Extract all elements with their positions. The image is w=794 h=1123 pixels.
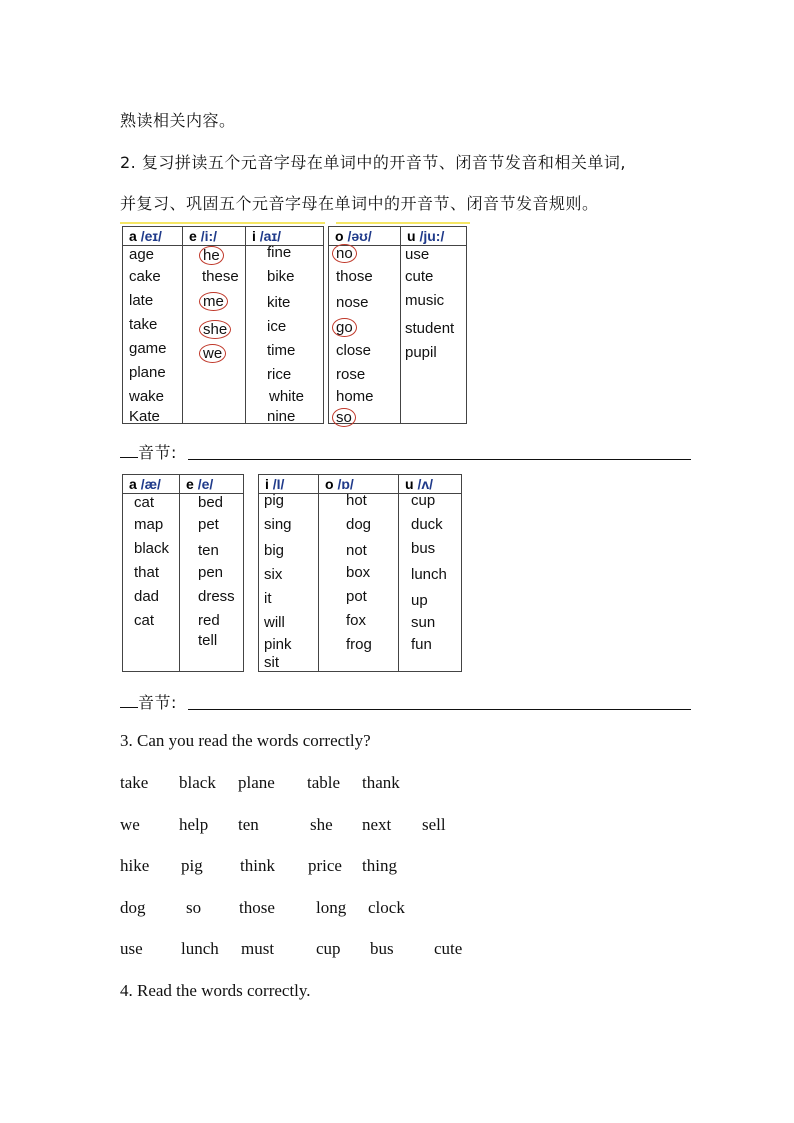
column-header: [129, 476, 161, 492]
open-syllable-table: [122, 226, 470, 426]
word-not: not: [346, 542, 367, 559]
word-dress: dress: [198, 588, 235, 605]
word-home: home: [336, 388, 374, 405]
practice-word-use: use: [120, 939, 143, 958]
word-wake: wake: [129, 388, 165, 405]
column-header: [407, 228, 444, 244]
practice-word-price: price: [308, 856, 342, 875]
word-nine: nine: [267, 408, 296, 425]
word-those: those: [336, 268, 373, 285]
word-use: use: [405, 246, 430, 263]
word-late: late: [129, 292, 154, 309]
word-cup: cup: [411, 492, 436, 509]
practice-word-she: she: [310, 815, 333, 834]
word-up: up: [411, 592, 428, 609]
word-bed: bed: [198, 494, 224, 511]
practice-word-cup: cup: [316, 939, 341, 958]
word-fine: fine: [267, 244, 292, 261]
section-3-title: 3. Can you read the words correctly?: [120, 731, 371, 750]
column-header: [129, 228, 162, 244]
vowel-letter: o: [325, 476, 338, 492]
word-pot: pot: [346, 588, 367, 605]
blank-1: [120, 440, 177, 463]
highlight-line: [120, 222, 325, 224]
word-it: it: [264, 590, 272, 607]
word-rose: rose: [336, 366, 366, 383]
word-he: he: [199, 246, 224, 265]
word-cat: cat: [134, 612, 155, 629]
vowel-letter: i: [252, 228, 260, 244]
vowel-ipa: /i:/: [200, 228, 218, 244]
word-Kate: Kate: [129, 408, 160, 425]
word-take: take: [129, 316, 158, 333]
word-kite: kite: [267, 294, 291, 311]
word-cute: cute: [405, 268, 434, 285]
vowel-ipa: /ʌ/: [417, 476, 434, 492]
vowel-letter: u: [405, 476, 418, 492]
vowel-letter: e: [189, 228, 201, 244]
practice-word-table: table: [307, 773, 341, 792]
practice-word-so: so: [186, 898, 202, 917]
word-student: student: [405, 320, 455, 337]
word-ten: ten: [198, 542, 219, 559]
word-ice: ice: [267, 318, 287, 335]
column-header: [265, 476, 284, 492]
word-pen: pen: [198, 564, 224, 581]
intro-line-3: 并复习、巩固五个元音字母在单词中的开音节、闭音节发音规则。: [120, 194, 599, 213]
word-pupil: pupil: [405, 344, 437, 361]
intro-line-1: 熟读相关内容。: [120, 111, 236, 130]
practice-word-cute: cute: [434, 939, 463, 958]
intro-line-2: 2. 复习拼读五个元音字母在单词中的开音节、闭音节发音和相关单词,: [120, 153, 626, 172]
word-fun: fun: [411, 636, 432, 653]
practice-word-plane: plane: [238, 773, 275, 792]
highlight-line: [336, 222, 470, 224]
word-pink: pink: [264, 636, 292, 653]
vowel-ipa: /æ/: [140, 476, 161, 492]
word-that: that: [134, 564, 160, 581]
column-header: [252, 228, 281, 244]
blank-1-line: [188, 459, 691, 460]
word-tell: tell: [198, 632, 218, 649]
word-black: black: [134, 540, 170, 557]
vowel-column-i: [245, 226, 324, 424]
vowel-ipa: /ju:/: [419, 228, 445, 244]
word-cake: cake: [129, 268, 161, 285]
section-4-title: 4. Read the words correctly.: [120, 981, 311, 1000]
vowel-column-e: [179, 474, 244, 672]
practice-word-thank: thank: [362, 773, 400, 792]
vowel-column-e: [182, 226, 247, 424]
vowel-ipa: /e/: [197, 476, 214, 492]
blank-2: [120, 690, 177, 713]
practice-word-pig: pig: [181, 856, 203, 875]
word-age: age: [129, 246, 155, 263]
word-big: big: [264, 542, 285, 559]
practice-word-thing: thing: [362, 856, 397, 875]
vowel-ipa: /I/: [272, 476, 285, 492]
practice-word-black: black: [179, 773, 216, 792]
practice-word-bus: bus: [370, 939, 394, 958]
practice-word-must: must: [241, 939, 275, 958]
word-music: music: [405, 292, 445, 309]
word-no: no: [332, 244, 357, 263]
practice-word-lunch: lunch: [181, 939, 219, 958]
word-plane: plane: [129, 364, 166, 381]
column-header: [186, 476, 213, 492]
column-header: [189, 228, 217, 244]
word-me: me: [199, 292, 228, 311]
vowel-letter: o: [335, 228, 348, 244]
word-map: map: [134, 516, 164, 533]
vowel-column-i: [258, 474, 320, 672]
word-nose: nose: [336, 294, 369, 311]
vowel-column-o: [318, 474, 400, 672]
practice-word-we: we: [120, 815, 140, 834]
blank-1-label: 音节:: [138, 443, 177, 462]
vowel-column-u: [400, 226, 467, 424]
column-header: [405, 476, 433, 492]
practice-word-dog: dog: [120, 898, 146, 917]
word-bus: bus: [411, 540, 436, 557]
word-these: these: [202, 268, 239, 285]
vowel-column-u: [398, 474, 462, 672]
word-pet: pet: [198, 516, 219, 533]
word-rice: rice: [267, 366, 292, 383]
word-white: white: [269, 388, 305, 405]
practice-word-take: take: [120, 773, 149, 792]
word-dad: dad: [134, 588, 160, 605]
word-time: time: [267, 342, 296, 359]
word-she: she: [199, 320, 231, 339]
vowel-letter: i: [265, 476, 273, 492]
vowel-ipa: /aɪ/: [259, 228, 282, 244]
vowel-column-o: [328, 226, 402, 424]
word-dog: dog: [346, 516, 372, 533]
practice-word-sell: sell: [422, 815, 446, 834]
vowel-letter: a: [129, 228, 141, 244]
practice-word-hike: hike: [120, 856, 150, 875]
word-sing: sing: [264, 516, 292, 533]
vowel-letter: e: [186, 476, 198, 492]
word-sun: sun: [411, 614, 436, 631]
practice-word-clock: clock: [368, 898, 405, 917]
word-will: will: [264, 614, 285, 631]
word-so: so: [332, 408, 356, 427]
practice-word-help: help: [179, 815, 209, 834]
word-go: go: [332, 318, 357, 337]
word-red: red: [198, 612, 220, 629]
word-box: box: [346, 564, 371, 581]
blank-2-line: [188, 709, 691, 710]
vowel-column-a: [122, 226, 184, 424]
word-hot: hot: [346, 492, 367, 509]
closed-syllable-table: [122, 474, 464, 674]
word-cat: cat: [134, 494, 155, 511]
word-game: game: [129, 340, 167, 357]
vowel-ipa: /eɪ/: [140, 228, 162, 244]
word-pig: pig: [264, 492, 285, 509]
vowel-ipa: /əʊ/: [347, 228, 372, 244]
practice-word-next: next: [362, 815, 392, 834]
practice-word-those: those: [239, 898, 275, 917]
column-header: [325, 476, 354, 492]
practice-word-long: long: [316, 898, 347, 917]
vowel-letter: u: [407, 228, 420, 244]
vowel-ipa: /ɒ/: [337, 476, 354, 492]
practice-word-ten: ten: [238, 815, 259, 834]
word-we: we: [199, 344, 226, 363]
word-six: six: [264, 566, 283, 583]
practice-word-think: think: [240, 856, 275, 875]
word-lunch: lunch: [411, 566, 447, 583]
word-bike: bike: [267, 268, 295, 285]
blank-2-label: 音节:: [138, 693, 177, 712]
word-sit: sit: [264, 654, 279, 671]
word-fox: fox: [346, 612, 367, 629]
word-frog: frog: [346, 636, 372, 653]
word-duck: duck: [411, 516, 443, 533]
column-header: [335, 228, 372, 244]
vowel-column-a: [122, 474, 181, 672]
vowel-letter: a: [129, 476, 141, 492]
word-close: close: [336, 342, 372, 359]
